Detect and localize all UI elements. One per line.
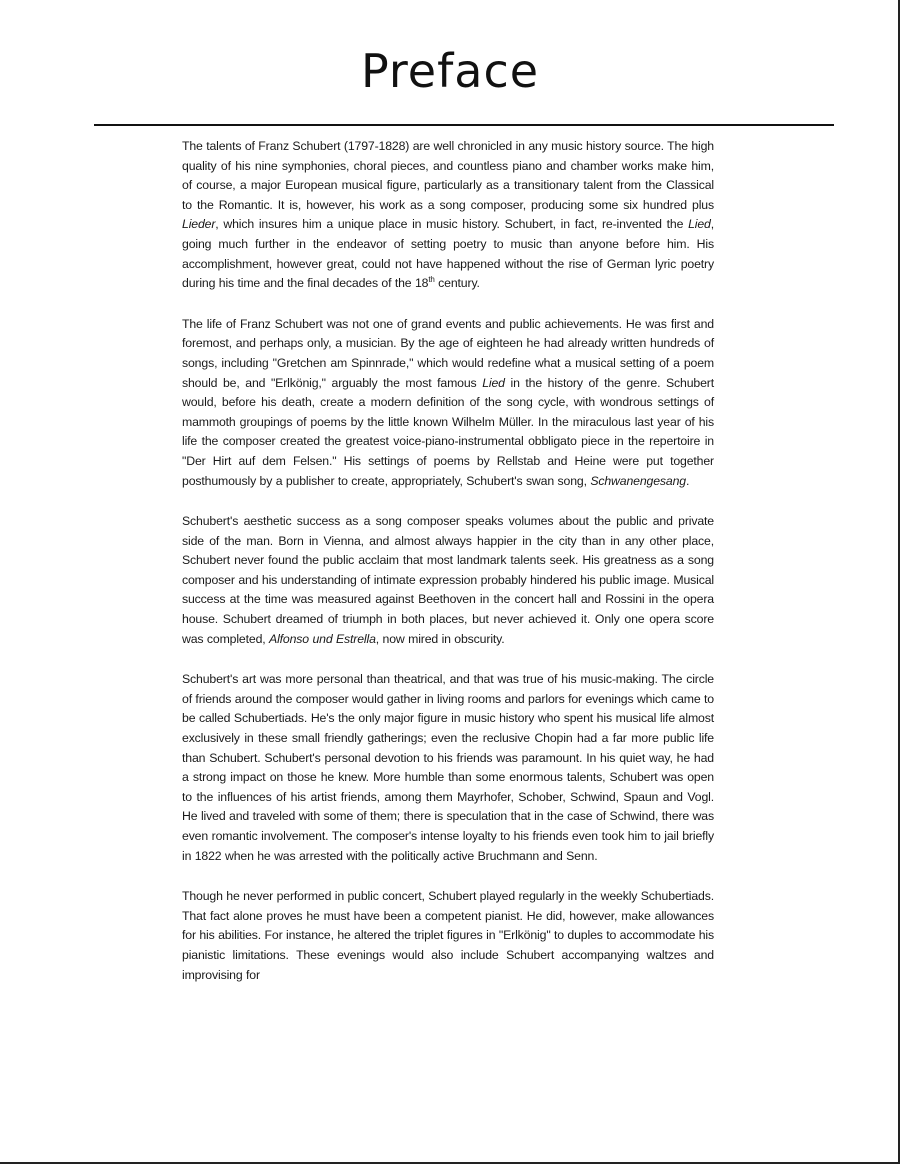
paragraph-text: in the history of the genre. Schubert would, before his death, create a modern definition of the song cycle, with wondrous settings of mammoth groupings of poems by the little known Wilhelm Müller. In the miraculous last year of his life the composer created the greatest voice-piano-instrumental obbligato piece in the repertoire in "Der Hirt auf dem Felsen." His settings of poems by Rellstab and Heine were put together posthumously by a publisher to create, appropriately, Schubert's swan song, [182, 375, 714, 488]
paragraph-text: Schubert's aesthetic success as a song composer speaks volumes about the public and private side of the man. Born in Vienna, and almost always happier in the city than in any other place, Schubert never found the public acclaim that most landmark talents seek. His greatness as a song composer and his understanding of intimate expression probably hindered his public image. Musical success at the time was measured against Beethoven in the concert hall and Rossini in the opera house. Schubert dreamed of triumph in both places, but never achieved it. Only one opera score was completed, [182, 514, 714, 646]
paragraph-text: Though he never performed in public concert, Schubert played regularly in the weekly Schubertiads. That fact alone proves he must have been a competent pianist. He did, however, make allowances for his abilities. For instance, he altered the triplet figures in "Erlkönig" to duples to accommodate his pianistic limitations. These evenings would also include Schubert accompanying waltzes and improvising for [182, 889, 715, 982]
paragraph [182, 512, 714, 649]
paragraph-text: , going much further in the endeavor of setting poetry to music than anyone before him. His accomplishment, however great, could not have happened without the rise of German lyric poetry during his time and the final decades of the 18 [182, 217, 714, 291]
italic-text: Schwanengesang [590, 473, 686, 488]
title-divider [94, 124, 834, 126]
italic-text: Alfonso und Estrella [269, 631, 376, 646]
italic-text: Lied [688, 217, 711, 232]
page-title: Preface [360, 44, 540, 98]
paragraph-text: , now mired in obscurity. [375, 631, 505, 646]
paragraph [182, 670, 714, 866]
preface-body [182, 137, 714, 1006]
italic-text: Lieder [182, 217, 216, 232]
paragraph-text: , which insures him a unique place in music history. Schubert, in fact, re-invented the [215, 217, 689, 232]
paragraph-text: Schubert's art was more personal than theatrical, and that was true of his music-making. The circle of friends around the composer would gather in living rooms and parlors for evenings which came to be called Schubertiads. He's the only major figure in music history who spent his musical life almost exclusively in these small friendly gatherings; even the reclusive Chopin had a far more public life than Schubert. Schubert's personal devotion to his friends was paramount. In his quiet way, he had a strong impact on those he knew. More humble than some enormous talents, Schubert was open to the influences of his artist friends, among them Mayrhofer, Schober, Schwind, Spaun and Vogl. He lived and traveled with some of them; there is speculation that in the case of Schwind, there was even romantic involvement. The composer's intense loyalty to his friends even took him to jail briefly in 1822 when he was arrested with the politically active Bruchmann and Senn. [182, 672, 714, 863]
superscript-text: th [428, 275, 435, 285]
paragraph [182, 887, 714, 985]
paragraph-text: The life of Franz Schubert was not one of grand events and public achievements. He was first and foremost, and perhaps only, a musician. By the age of eighteen he had already written hundreds of songs, including "Gretchen am Spinnrade," which would redefine what a musical setting of a poem should be, and "Erlkönig," arguably the most famous [182, 316, 714, 390]
paragraph [182, 315, 714, 491]
paragraph [182, 137, 714, 294]
paragraph-text: The talents of Franz Schubert (1797-1828) are well chronicled in any music history source. The high quality of his nine symphonies, choral pieces, and countless piano and chamber works make him, of course, a major European musical figure, particularly as a transitionary talent from the Classical to the Romantic. It is, however, his work as a song composer, producing some six hundred plus [182, 139, 714, 212]
paragraph-text: . [685, 473, 690, 488]
italic-text: Lied [482, 375, 505, 390]
paragraph-text: century. [434, 276, 480, 291]
